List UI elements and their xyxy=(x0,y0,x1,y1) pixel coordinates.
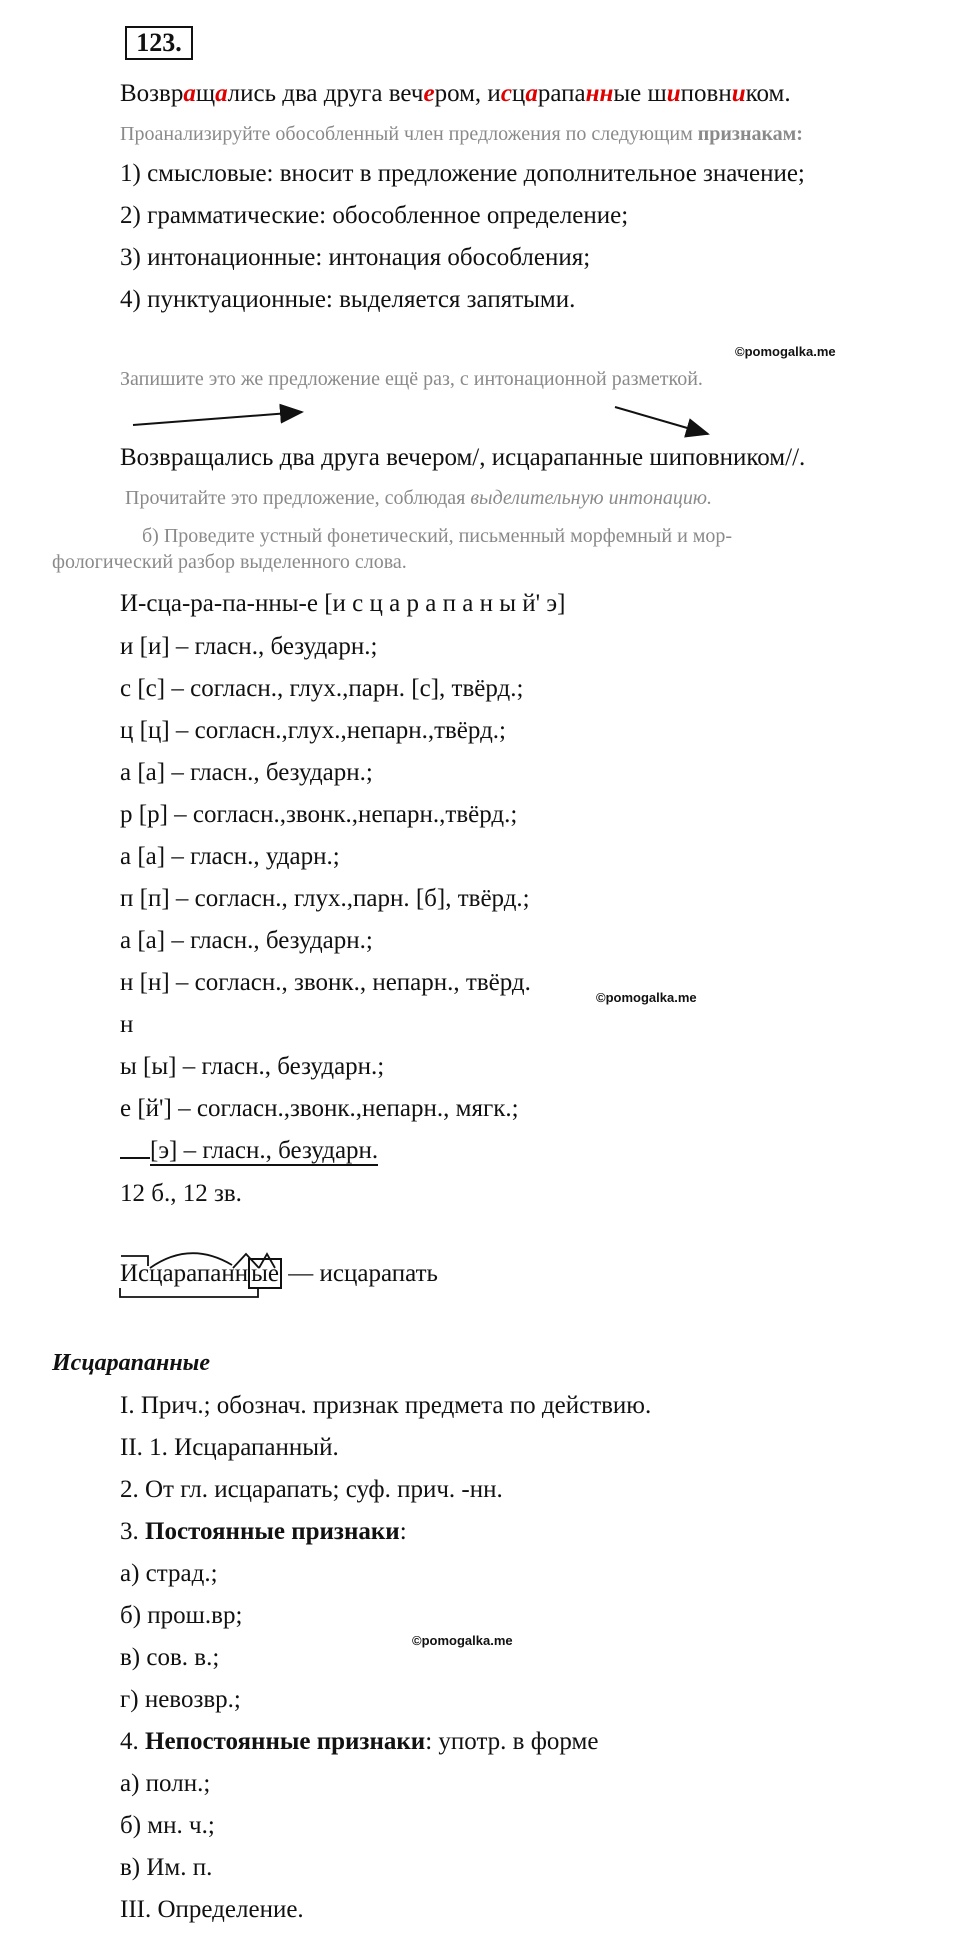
line-bold: Непостоянные признаки xyxy=(145,1728,426,1755)
phonetic-line: ы [ы] – гласн., безударн.; xyxy=(120,1053,385,1080)
instruction-b-line2: фологический разбор выделенного слова. xyxy=(52,551,407,573)
nonconstant-feature: а) полн.; xyxy=(120,1770,211,1797)
morphology-line: III. Определение. xyxy=(120,1896,304,1923)
feature-item: 1) смысловые: вносит в предложение дополнительное значение; xyxy=(120,160,805,187)
morphology-heading: Исцарапанные xyxy=(52,1350,210,1376)
root-arc xyxy=(150,1253,232,1268)
sentence-part: Возвр xyxy=(120,80,184,107)
watermark: ©pomogalka.me xyxy=(735,344,836,359)
sentence-part: ые ш xyxy=(613,80,667,107)
phonetic-summary: 12 б., 12 зв. xyxy=(120,1180,242,1207)
constant-feature: в) сов. в.; xyxy=(120,1644,220,1671)
morpheme-derivation: — исцарапать xyxy=(288,1260,438,1287)
phonetic-line: н xyxy=(120,1011,134,1038)
exercise-number: 123. xyxy=(125,26,193,60)
highlighted-letter: а xyxy=(183,80,196,107)
constant-feature: г) невозвр.; xyxy=(120,1686,241,1713)
suffix-mark xyxy=(259,1254,275,1268)
instruction-bold: признакам: xyxy=(697,123,803,145)
watermark: ©pomogalka.me xyxy=(412,1633,513,1648)
constant-feature: а) страд.; xyxy=(120,1560,218,1587)
instruction-text: Прочитайте это предложение, соблюдая xyxy=(125,487,471,509)
watermark: ©pomogalka.me xyxy=(596,990,697,1005)
sentence-part: рапа xyxy=(537,80,586,107)
phonetic-line: н [н] – согласн., звонк., непарн., твёрд. xyxy=(120,969,531,996)
nonconstant-feature: в) Им. п. xyxy=(120,1854,213,1881)
sentence-part: повн xyxy=(680,80,732,107)
phonetic-line: р [р] – согласн.,звонк.,непарн.,твёрд.; xyxy=(120,801,518,828)
highlighted-letter: и xyxy=(731,80,746,107)
phonetic-line-text: [э] – гласн., безударн. xyxy=(150,1137,379,1164)
highlighted-letter: и xyxy=(666,80,681,107)
sentence-part: ц xyxy=(511,80,526,107)
instruction-write: Запишите это же предложение ещё раз, с интонационной разметкой. xyxy=(120,368,703,390)
line-prefix: 3. xyxy=(120,1518,145,1545)
highlighted-letter: а xyxy=(215,80,228,107)
nonconstant-feature: б) мн. ч.; xyxy=(120,1812,215,1839)
feature-item: 3) интонационные: интонация обособления; xyxy=(120,244,591,271)
line-suffix: : xyxy=(399,1518,407,1545)
phonetic-line: а [а] – гласн., безударн.; xyxy=(120,927,373,954)
phonetic-line: е [й'] – согласн.,звонк.,непарн., мягк.; xyxy=(120,1095,519,1122)
phonetic-line: ц [ц] – согласн.,глух.,непарн.,твёрд.; xyxy=(120,717,506,744)
instruction-italic: выделительную интонацию. xyxy=(470,487,712,509)
morphology-line: 2. От гл. исцарапать; суф. прич. -нн. xyxy=(120,1476,503,1503)
feature-item: 2) грамматические: обособленное определение; xyxy=(120,202,629,229)
phonetic-line: а [а] – гласн., ударн.; xyxy=(120,843,340,870)
morpheme-ending: ые xyxy=(248,1258,282,1289)
constant-feature: б) прош.вр; xyxy=(120,1602,243,1629)
suffix-mark xyxy=(233,1254,259,1268)
line-bold: Постоянные признаки xyxy=(145,1518,400,1545)
phonetic-line: а [а] – гласн., безударн.; xyxy=(120,759,373,786)
line-prefix: 4. xyxy=(120,1728,145,1755)
phonetic-transcription: И-сца-ра-па-нны-е [и с ц а р а п а н ы й' э] xyxy=(120,590,566,617)
intonation-sentence: Возвращались два друга вечером/, исцарапанные шиповником//. xyxy=(120,444,806,471)
stem-bracket xyxy=(120,1288,258,1297)
phonetic-line: и [и] – гласн., безударн.; xyxy=(120,633,378,660)
prefix-mark xyxy=(121,1256,148,1266)
nonconstant-features-title xyxy=(120,1728,598,1756)
sentence-part: ром, и xyxy=(434,80,501,107)
highlighted-letter: а xyxy=(525,80,538,107)
sentence-part: щ xyxy=(195,80,216,107)
line-suffix: : употр. в форме xyxy=(425,1728,599,1755)
phonetic-line: п [п] – согласн., глух.,парн. [б], твёрд.; xyxy=(120,885,530,912)
constant-features-title xyxy=(120,1518,407,1546)
highlighted-letter: нн xyxy=(585,80,614,107)
highlighted-letter: е xyxy=(423,80,435,107)
morphology-line: I. Прич.; обознач. признак предмета по действию. xyxy=(120,1392,652,1419)
sentence-part: лись два друга веч xyxy=(227,80,424,107)
feature-item: 4) пунктуационные: выделяется запятыми. xyxy=(120,286,576,313)
phonetic-line: с [с] – согласн., глух.,парн. [с], твёрд.; xyxy=(120,675,524,702)
instruction-text: Проанализируйте обособленный член предложения по следующим xyxy=(120,123,698,145)
instruction-b-line1: б) Проведите устный фонетический, письменный морфемный и мор- xyxy=(142,525,733,547)
morpheme-stem: Исцарапанн xyxy=(120,1260,249,1287)
highlighted-letter: с xyxy=(500,80,512,107)
sentence-part: ком. xyxy=(745,80,791,107)
morphology-line: II. 1. Исцарапанный. xyxy=(120,1434,339,1461)
